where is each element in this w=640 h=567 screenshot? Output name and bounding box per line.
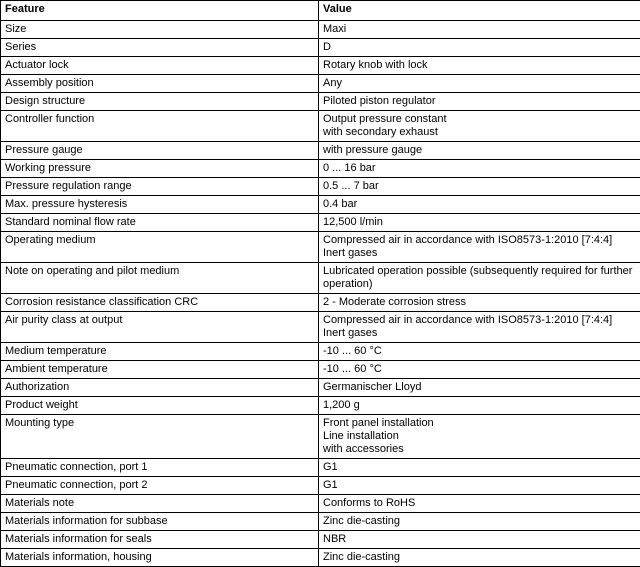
cell-feature: Actuator lock bbox=[1, 57, 319, 75]
cell-value-line: Inert gases bbox=[323, 327, 636, 340]
cell-value-line: operation) bbox=[323, 278, 636, 291]
cell-value bbox=[319, 415, 640, 459]
cell-value bbox=[319, 459, 640, 477]
cell-feature: Max. pressure hysteresis bbox=[1, 196, 319, 214]
cell-value-line: 0 ... 16 bar bbox=[323, 162, 636, 175]
cell-feature: Assembly position bbox=[1, 75, 319, 93]
table-row bbox=[1, 459, 640, 477]
cell-feature: Materials information for seals bbox=[1, 531, 319, 549]
cell-value-line: Output pressure constant bbox=[323, 113, 636, 126]
table-row bbox=[1, 495, 640, 513]
table-row bbox=[1, 21, 640, 39]
cell-value bbox=[319, 93, 640, 111]
cell-value bbox=[319, 232, 640, 263]
cell-value bbox=[319, 531, 640, 549]
cell-value-line: with secondary exhaust bbox=[323, 126, 636, 139]
table-row bbox=[1, 178, 640, 196]
cell-feature: Materials information for subbase bbox=[1, 513, 319, 531]
cell-feature: Controller function bbox=[1, 111, 319, 142]
table-row bbox=[1, 312, 640, 343]
cell-value bbox=[319, 21, 640, 39]
cell-value-line: Front panel installation bbox=[323, 417, 636, 430]
cell-value bbox=[319, 178, 640, 196]
cell-value-line: Any bbox=[323, 77, 636, 90]
cell-feature: Authorization bbox=[1, 379, 319, 397]
cell-value bbox=[319, 312, 640, 343]
cell-value-line: 0.5 ... 7 bar bbox=[323, 180, 636, 193]
table-row bbox=[1, 263, 640, 294]
cell-value-line: Compressed air in accordance with ISO8573-1:2010 [7:4:4] bbox=[323, 314, 636, 327]
table-header bbox=[1, 1, 640, 21]
cell-value-line: with pressure gauge bbox=[323, 144, 636, 157]
table-row bbox=[1, 531, 640, 549]
cell-feature: Product weight bbox=[1, 397, 319, 415]
cell-value bbox=[319, 75, 640, 93]
cell-value-line: Compressed air in accordance with ISO8573-1:2010 [7:4:4] bbox=[323, 234, 636, 247]
cell-feature: Air purity class at output bbox=[1, 312, 319, 343]
cell-feature: Mounting type bbox=[1, 415, 319, 459]
table-row bbox=[1, 477, 640, 495]
cell-value-line: G1 bbox=[323, 461, 636, 474]
cell-value bbox=[319, 397, 640, 415]
cell-value-line: -10 ... 60 °C bbox=[323, 345, 636, 358]
cell-value-line: Germanischer Lloyd bbox=[323, 381, 636, 394]
table-row bbox=[1, 549, 640, 567]
table-row bbox=[1, 75, 640, 93]
cell-value bbox=[319, 513, 640, 531]
cell-value-line: Lubricated operation possible (subsequently required for further bbox=[323, 265, 636, 278]
cell-feature: Operating medium bbox=[1, 232, 319, 263]
cell-feature: Standard nominal flow rate bbox=[1, 214, 319, 232]
cell-value bbox=[319, 57, 640, 75]
cell-value-line: G1 bbox=[323, 479, 636, 492]
cell-value-line: D bbox=[323, 41, 636, 54]
cell-feature: Pressure gauge bbox=[1, 142, 319, 160]
cell-value-line: with accessories bbox=[323, 443, 636, 456]
cell-value bbox=[319, 142, 640, 160]
table-body bbox=[1, 21, 640, 567]
cell-value bbox=[319, 343, 640, 361]
cell-feature: Materials information, housing bbox=[1, 549, 319, 567]
table-header-row bbox=[1, 1, 640, 21]
cell-feature: Pressure regulation range bbox=[1, 178, 319, 196]
cell-value bbox=[319, 111, 640, 142]
table-row bbox=[1, 232, 640, 263]
cell-value bbox=[319, 549, 640, 567]
cell-value bbox=[319, 361, 640, 379]
cell-feature: Pneumatic connection, port 2 bbox=[1, 477, 319, 495]
cell-value-line: 2 - Moderate corrosion stress bbox=[323, 296, 636, 309]
cell-feature: Materials note bbox=[1, 495, 319, 513]
table-row bbox=[1, 93, 640, 111]
cell-feature: Working pressure bbox=[1, 160, 319, 178]
cell-value-line: Zinc die-casting bbox=[323, 551, 636, 564]
cell-value bbox=[319, 294, 640, 312]
cell-value bbox=[319, 477, 640, 495]
cell-value-line: NBR bbox=[323, 533, 636, 546]
cell-value-line: 0.4 bar bbox=[323, 198, 636, 211]
cell-value-line: Inert gases bbox=[323, 247, 636, 260]
cell-feature: Design structure bbox=[1, 93, 319, 111]
cell-value-line: Rotary knob with lock bbox=[323, 59, 636, 72]
cell-feature: Corrosion resistance classification CRC bbox=[1, 294, 319, 312]
cell-feature: Pneumatic connection, port 1 bbox=[1, 459, 319, 477]
table-row bbox=[1, 111, 640, 142]
cell-value bbox=[319, 495, 640, 513]
cell-value-line: Maxi bbox=[323, 23, 636, 36]
table-row bbox=[1, 415, 640, 459]
cell-value-line: 1,200 g bbox=[323, 399, 636, 412]
cell-value-line: Conforms to RoHS bbox=[323, 497, 636, 510]
table-row bbox=[1, 214, 640, 232]
column-header-feature: Feature bbox=[1, 1, 319, 21]
cell-value bbox=[319, 39, 640, 57]
table-row bbox=[1, 160, 640, 178]
table-row bbox=[1, 294, 640, 312]
table-row bbox=[1, 142, 640, 160]
cell-value-line: Line installation bbox=[323, 430, 636, 443]
cell-feature: Ambient temperature bbox=[1, 361, 319, 379]
cell-value bbox=[319, 263, 640, 294]
cell-feature: Series bbox=[1, 39, 319, 57]
table-row bbox=[1, 361, 640, 379]
table-row bbox=[1, 57, 640, 75]
cell-feature: Medium temperature bbox=[1, 343, 319, 361]
cell-value bbox=[319, 379, 640, 397]
cell-value-line: -10 ... 60 °C bbox=[323, 363, 636, 376]
table-row bbox=[1, 513, 640, 531]
cell-value bbox=[319, 196, 640, 214]
cell-value bbox=[319, 214, 640, 232]
cell-value-line: Zinc die-casting bbox=[323, 515, 636, 528]
table-row bbox=[1, 343, 640, 361]
cell-value-line: 12,500 l/min bbox=[323, 216, 636, 229]
cell-feature: Size bbox=[1, 21, 319, 39]
column-header-value: Value bbox=[319, 1, 640, 21]
table-row bbox=[1, 196, 640, 214]
cell-feature: Note on operating and pilot medium bbox=[1, 263, 319, 294]
table-row bbox=[1, 379, 640, 397]
table-row bbox=[1, 39, 640, 57]
table-row bbox=[1, 397, 640, 415]
cell-value bbox=[319, 160, 640, 178]
cell-value-line: Piloted piston regulator bbox=[323, 95, 636, 108]
